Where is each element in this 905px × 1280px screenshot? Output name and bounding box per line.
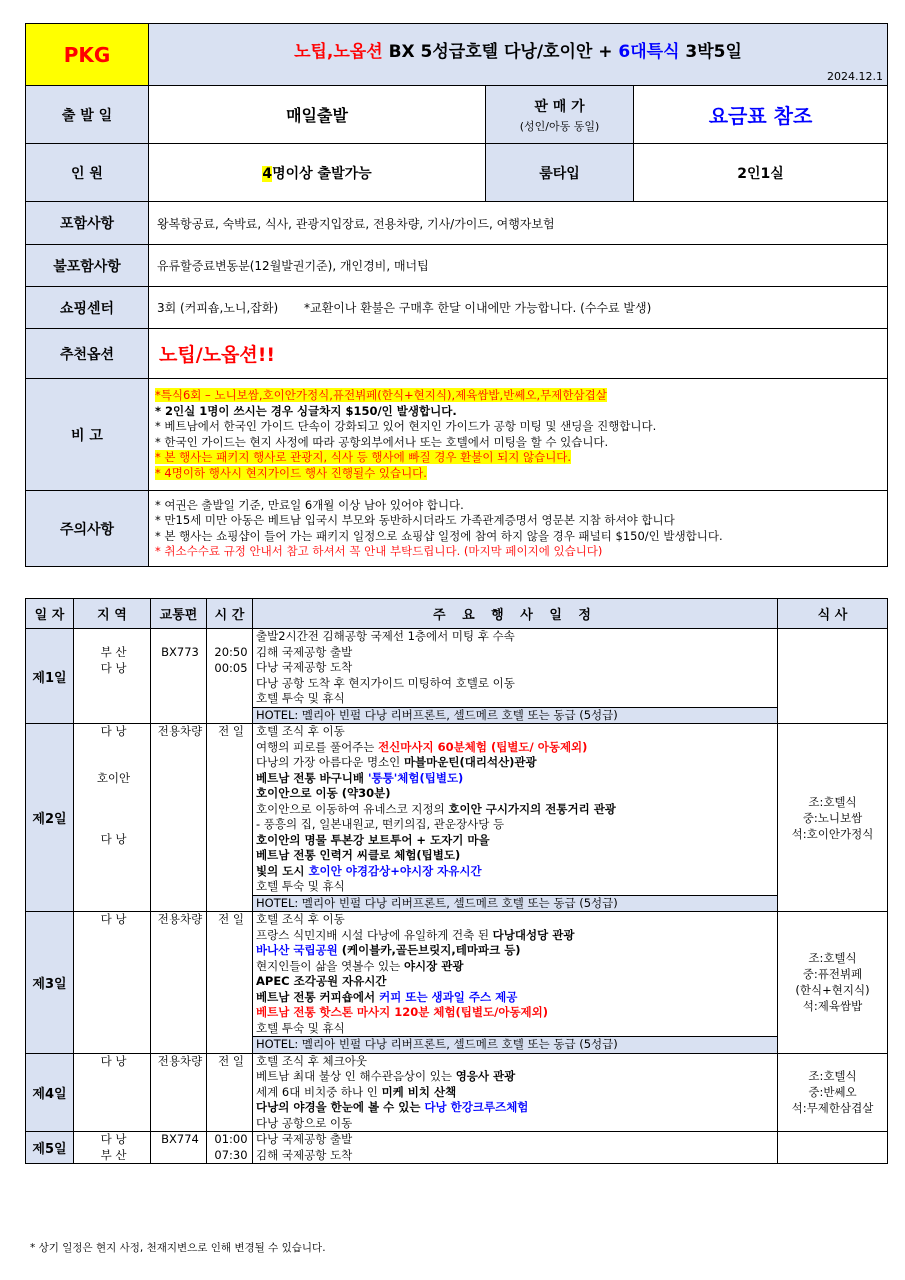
schedule-item: 출발2시간전 김해공항 국제선 1층에서 미팅 후 수속 bbox=[256, 629, 515, 643]
transport: 전용차량 bbox=[151, 1053, 207, 1132]
schedule-item: 베트남 전통 바구니배 '퉁퉁'체험(팁별도) bbox=[256, 770, 464, 785]
departure-value: 매일출발 bbox=[149, 86, 486, 144]
meal: 중:반쎄오 bbox=[808, 1085, 857, 1100]
remarks-list bbox=[149, 379, 888, 491]
remark-item: * 본 행사는 패키지 행사로 관광지, 식사 등 행사에 빠질 경우 환불이 되지 않습니다. bbox=[155, 450, 572, 464]
schedule-item: 빛의 도시 호이안 야경감상+야시장 자유시간 bbox=[256, 863, 482, 878]
schedule-item: 베트남 전통 인력거 씨클로 체험(팁별도) bbox=[256, 848, 461, 862]
schedule-item: 김해 국제공항 출발 bbox=[256, 644, 353, 659]
col-header-day: 일 자 bbox=[26, 599, 74, 629]
time: 00:05 bbox=[214, 660, 248, 675]
day-row bbox=[26, 912, 888, 1054]
schedule-item: 호이안으로 이동하여 유네스코 지정의 호이안 구시가지의 전통거리 관광 bbox=[256, 801, 616, 816]
schedule-item: 여행의 피로를 풀어주는 전신마사지 60분체험 (팁별도/ 아동제외) bbox=[256, 739, 588, 754]
schedule-item: 호텔 투숙 및 휴식 bbox=[256, 691, 345, 705]
meal: 조:호텔식 bbox=[808, 951, 857, 966]
schedule-item: APEC 조각공원 자유시간 bbox=[256, 974, 387, 988]
room-value: 2인1실 bbox=[634, 144, 888, 202]
schedule-item: 다낭의 야경을 한눈에 볼 수 있는 다낭 한강크루즈체험 bbox=[256, 1100, 529, 1114]
region: 다 낭 bbox=[74, 912, 151, 1054]
region: 부 산 bbox=[100, 1147, 127, 1162]
schedule-cell bbox=[253, 629, 778, 724]
people-label: 인 원 bbox=[26, 144, 149, 202]
schedule-item: 호텔 조식 후 이동 bbox=[256, 912, 345, 926]
schedule-item: - 풍흥의 집, 일본내원교, 떤키의집, 관운장사당 등 bbox=[256, 817, 505, 831]
remark-item: * 베트남에서 한국인 가이드 단속이 강화되고 있어 현지인 가이드가 공항 미팅 및 샌딩을 진행합니다. bbox=[155, 419, 657, 433]
price-label-cell bbox=[486, 86, 634, 144]
col-header-time: 시 간 bbox=[207, 599, 253, 629]
time-cell bbox=[207, 1132, 253, 1164]
transport: BX774 bbox=[151, 1132, 207, 1164]
region: 다 낭 bbox=[100, 724, 127, 738]
transport: BX773 bbox=[151, 629, 207, 724]
col-header-transport: 교통편 bbox=[151, 599, 207, 629]
time: 전 일 bbox=[207, 912, 253, 1054]
package-title bbox=[149, 24, 888, 86]
region: 다 낭 bbox=[100, 660, 127, 675]
caution-item: * 만15세 미만 아동은 베트남 입국시 부모와 동반하시더라도 가족관계증명서 영문본 지참 하셔야 합니다 bbox=[155, 513, 675, 527]
day-label: 제1일 bbox=[26, 629, 74, 724]
meal-cell bbox=[778, 724, 888, 912]
schedule-cell bbox=[253, 724, 778, 912]
massage-highlight: 전신마사지 60분체험 (팁별도/ 아동제외) bbox=[378, 739, 588, 754]
schedule-item: 호텔 투숙 및 휴식 bbox=[256, 1020, 345, 1035]
schedule-item: 베트남 최대 불상 인 해수관음상이 있는 영응사 관광 bbox=[256, 1069, 516, 1083]
remark-item: * 한국인 가이드는 현지 사정에 따라 공항외부에서나 또는 호텔에서 미팅을 할 수 있습니다. bbox=[155, 434, 609, 449]
schedule-item: 호텔 투숙 및 휴식 bbox=[256, 879, 345, 893]
title-no-tip: 노팁,노옵션 bbox=[294, 42, 383, 62]
schedule-item: 다낭 국제공항 도착 bbox=[256, 660, 353, 674]
region: 다 낭 bbox=[100, 1132, 127, 1146]
option-value: 노팁/노옵션!! bbox=[149, 329, 888, 379]
schedule-item: 베트남 전통 핫스톤 마사지 120분 체험(팁별도/아동제외) bbox=[256, 1005, 549, 1019]
transport: 전용차량 bbox=[151, 724, 207, 912]
price-sub: (성인/아동 동일) bbox=[519, 119, 600, 133]
col-header-meals: 식 사 bbox=[778, 599, 888, 629]
caution-item: * 여권은 출발일 기준, 만료일 6개월 이상 남아 있어야 합니다. bbox=[155, 497, 464, 512]
schedule-item: 호텔 조식 후 체크아웃 bbox=[256, 1053, 367, 1068]
day-label: 제5일 bbox=[26, 1132, 74, 1164]
document-date: 2024.12.1 bbox=[827, 70, 884, 83]
exclude-label: 불포함사항 bbox=[26, 245, 149, 287]
schedule-cell bbox=[253, 1053, 778, 1132]
meal-cell bbox=[778, 912, 888, 1054]
departure-label: 출 발 일 bbox=[26, 86, 149, 144]
day-row bbox=[26, 724, 888, 912]
exclude-value: 유류할증료변동분(12월발권기준), 개인경비, 매너팁 bbox=[149, 245, 888, 287]
option-label: 추천옵션 bbox=[26, 329, 149, 379]
schedule-item: 베트남 전통 커피숍에서 커피 또는 생과일 주스 제공 bbox=[256, 989, 518, 1004]
price-label: 판 매 가 bbox=[534, 98, 585, 115]
schedule-item: 호이안의 명물 투본강 보트투어 + 도자기 마을 bbox=[256, 832, 490, 847]
time-cell bbox=[207, 629, 253, 724]
schedule-item: 호이안으로 이동 (약30분) bbox=[256, 786, 391, 800]
title-special-meals: 6대특식 bbox=[618, 42, 680, 62]
col-header-region: 지 역 bbox=[74, 599, 151, 629]
remark-item: * 2인실 1명이 쓰시는 경우 싱글차지 $150/인 발생합니다. bbox=[155, 403, 457, 418]
region: 다 낭 bbox=[100, 832, 127, 846]
caution-list bbox=[149, 491, 888, 567]
schedule-cell bbox=[253, 912, 778, 1054]
time: 전 일 bbox=[207, 724, 253, 912]
shopping-cell bbox=[149, 287, 888, 329]
pkg-badge: PKG bbox=[26, 24, 149, 86]
meal: 석:제육쌈밥 bbox=[802, 999, 863, 1014]
region: 다 낭 bbox=[74, 1053, 151, 1132]
schedule-item: 세계 6대 비치중 하나 인 미케 비치 산책 bbox=[256, 1084, 457, 1099]
day-row bbox=[26, 629, 888, 724]
region: 호이안 bbox=[96, 770, 131, 785]
schedule-item: 다낭 공항으로 이동 bbox=[256, 1115, 353, 1130]
time: 07:30 bbox=[214, 1147, 248, 1162]
shopping-label: 쇼핑센터 bbox=[26, 287, 149, 329]
schedule-item: 바나산 국립공원 (케이블카,골든브릿지,테마파크 등) bbox=[256, 943, 521, 957]
day-label: 제3일 bbox=[26, 912, 74, 1054]
title-main: BX 5성급호텔 다낭/호이안 + bbox=[382, 42, 619, 62]
day-row bbox=[26, 1132, 888, 1164]
package-info-table bbox=[25, 23, 888, 567]
footer-note: * 상기 일정은 현지 사정, 천재지변으로 인해 변경될 수 있습니다. bbox=[30, 1242, 326, 1254]
caution-item: * 취소수수료 규정 안내서 참고 하셔서 꼭 안내 부탁드립니다. (마지막 페이지에 있습니다) bbox=[155, 544, 603, 558]
room-label: 룸타입 bbox=[486, 144, 634, 202]
region: 부 산 bbox=[100, 645, 127, 659]
shopping-note: *교환이나 환불은 구매후 한달 이내에만 가능합니다. (수수료 발생) bbox=[304, 301, 652, 315]
people-value-cell bbox=[149, 144, 486, 202]
itinerary-table bbox=[25, 598, 888, 1164]
meal: 조:호텔식 bbox=[808, 794, 857, 809]
meal: (한식+현지식) bbox=[795, 983, 870, 998]
time: 01:00 bbox=[214, 1132, 248, 1146]
price-value: 요금표 참조 bbox=[634, 86, 888, 144]
meal-cell bbox=[778, 1053, 888, 1132]
col-header-schedule: 주 요 행 사 일 정 bbox=[253, 599, 778, 629]
hotel-info: HOTEL: 멜리아 빈펄 다낭 리버프론트, 셀드메르 호텔 또는 동급 (5성급) bbox=[256, 1037, 618, 1051]
meal: 중:퓨전뷔페 bbox=[802, 967, 863, 982]
meal: 석:무제한삼겹살 bbox=[791, 1101, 874, 1116]
time: 전 일 bbox=[207, 1053, 253, 1132]
day-label: 제2일 bbox=[26, 724, 74, 912]
include-label: 포함사항 bbox=[26, 202, 149, 245]
remark-item: *특식6회 – 노니보쌈,호이안가정식,퓨전뷔페(한식+현지식),제육쌈밥,반쎄오,무제한삼겹살 bbox=[155, 388, 607, 402]
schedule-item: 프랑스 식민지배 시설 다낭에 유일하게 건축 된 다낭대성당 관광 bbox=[256, 927, 575, 942]
hotel-info: HOTEL: 멜리아 빈펄 다낭 리버프론트, 셀드메르 호텔 또는 동급 (5성급) bbox=[256, 895, 618, 910]
schedule-item: 다낭 국제공항 출발 bbox=[256, 1132, 353, 1146]
schedule-item: 현지인들이 삶을 엿볼수 있는 야시장 관광 bbox=[256, 958, 464, 973]
time: 20:50 bbox=[214, 645, 248, 659]
remarks-label: 비 고 bbox=[26, 379, 149, 491]
day-label: 제4일 bbox=[26, 1053, 74, 1132]
schedule-item: 호텔 조식 후 이동 bbox=[256, 724, 345, 738]
meal: 석:호이안가정식 bbox=[791, 826, 874, 841]
people-value: 명이상 출발가능 bbox=[272, 165, 372, 182]
people-min-number: 4 bbox=[262, 165, 273, 182]
meal-cell bbox=[778, 1132, 888, 1164]
region-cell bbox=[74, 629, 151, 724]
caution-label: 주의사항 bbox=[26, 491, 149, 567]
meal-cell bbox=[778, 629, 888, 724]
schedule-cell bbox=[253, 1132, 778, 1164]
transport: 전용차량 bbox=[151, 912, 207, 1054]
region-cell bbox=[74, 724, 151, 912]
day-row bbox=[26, 1053, 888, 1132]
title-duration: 3박5일 bbox=[679, 42, 742, 62]
schedule-item: 김해 국제공항 도착 bbox=[256, 1147, 353, 1162]
schedule-item: 다낭의 가장 아름다운 명소인 마블마운틴(대리석산)관광 bbox=[256, 755, 537, 769]
shopping-value: 3회 (커피숍,노니,잡화) bbox=[157, 301, 279, 315]
meal: 조:호텔식 bbox=[808, 1069, 857, 1084]
include-value: 왕복항공료, 숙박료, 식사, 관광지입장료, 전용차량, 기사/가이드, 여행자보험 bbox=[149, 202, 888, 245]
schedule-item: 다낭 공항 도착 후 현지가이드 미팅하여 호텔로 이동 bbox=[256, 675, 515, 690]
remark-item: * 4명이하 행사시 현지가이드 행사 진행될수 있습니다. bbox=[155, 465, 427, 480]
hotel-info: HOTEL: 멜리아 빈펄 다낭 리버프론트, 셀드메르 호텔 또는 동급 (5성급) bbox=[256, 707, 618, 722]
region-cell bbox=[74, 1132, 151, 1164]
meal: 중:노니보쌈 bbox=[802, 810, 863, 825]
caution-item: * 본 행사는 쇼핑샵이 들어 가는 패키지 일정으로 쇼핑샵 일정에 참여 하지 않을 경우 패널티 $150/인 발생합니다. bbox=[155, 528, 723, 543]
